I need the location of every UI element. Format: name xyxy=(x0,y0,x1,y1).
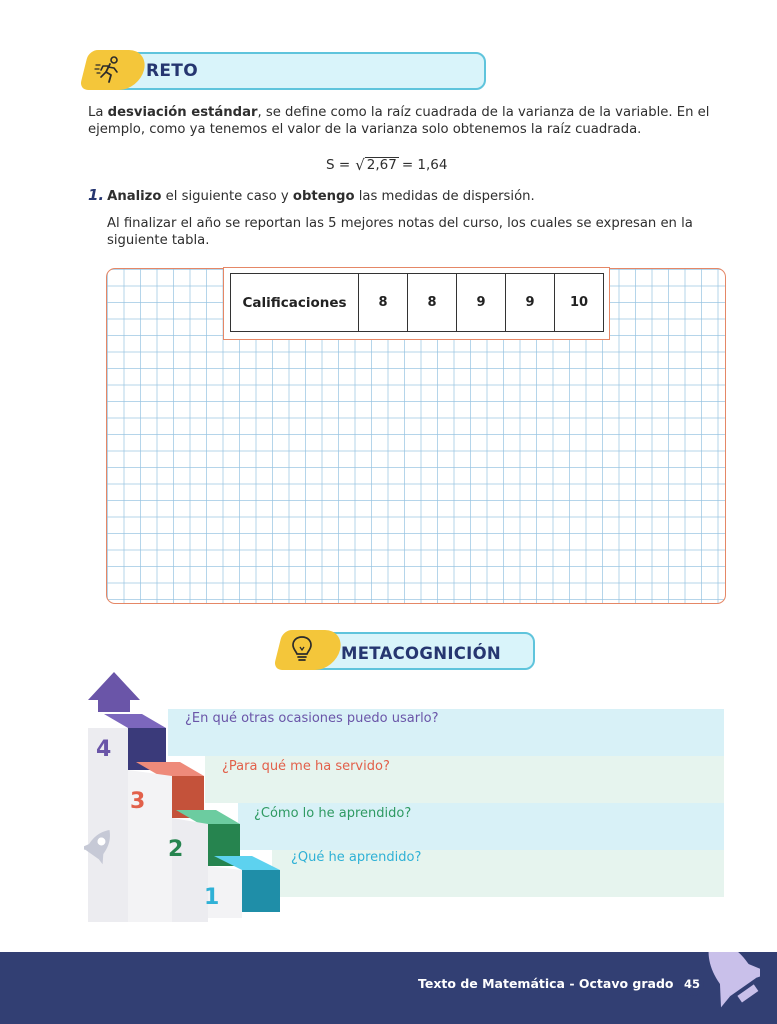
step-number-2: 2 xyxy=(168,837,184,862)
table-cell: 9 xyxy=(457,274,506,332)
question-step-3: ¿Para qué me ha servido? xyxy=(222,759,390,774)
question-step-1: ¿Qué he aprendido? xyxy=(291,850,422,865)
question-step-4: ¿En qué otras ocasiones puedo usarlo? xyxy=(185,711,439,726)
question-detail: Al finalizar el año se reportan las 5 mejores notas del curso, los cuales se expresan en la siguiente tabla. xyxy=(107,216,693,248)
sqrt-sign: √ xyxy=(355,156,365,174)
step-number-4: 4 xyxy=(96,737,112,762)
stairs-illustration xyxy=(84,672,294,922)
intro-paragraph: La desviación estándar, se define como la raíz cuadrada de la varianza de la variable. En el ejemplo, como ya tenemos el valor de la varianza solo obtenemos la raíz cuadrada. xyxy=(88,105,710,137)
bold-term: desviación estándar xyxy=(107,105,258,120)
step-number-3: 3 xyxy=(130,789,146,814)
formula-rhs: = 1,64 xyxy=(401,157,448,173)
page-footer xyxy=(0,952,777,1024)
running-person-icon xyxy=(92,53,126,87)
table-cell: 9 xyxy=(506,274,555,332)
question-step-2: ¿Cómo lo he aprendido? xyxy=(254,806,412,821)
table-cell: 8 xyxy=(359,274,408,332)
reto-title: RETO xyxy=(146,61,198,81)
step-number-1: 1 xyxy=(204,885,220,910)
question-number: 1. xyxy=(88,186,105,204)
table-cell: 10 xyxy=(555,274,604,332)
lightbulb-icon xyxy=(286,632,318,666)
formula xyxy=(326,156,447,174)
arrow-up-icon xyxy=(88,672,140,712)
footer-text: Texto de Matemática - Octavo grado xyxy=(418,976,674,991)
table-header: Calificaciones xyxy=(231,274,359,332)
grades-table xyxy=(230,273,604,332)
table-cell: 8 xyxy=(408,274,457,332)
formula-lhs: S = xyxy=(326,157,351,173)
metacognicion-title: METACOGNICIÓN xyxy=(341,644,502,663)
question-1: 1. Analizo el siguiente caso y obtengo las medidas de dispersión. xyxy=(88,186,535,204)
formula-radicand: 2,67 xyxy=(366,157,397,173)
rocket-icon xyxy=(650,952,760,1024)
page-number: 45 xyxy=(680,972,704,996)
